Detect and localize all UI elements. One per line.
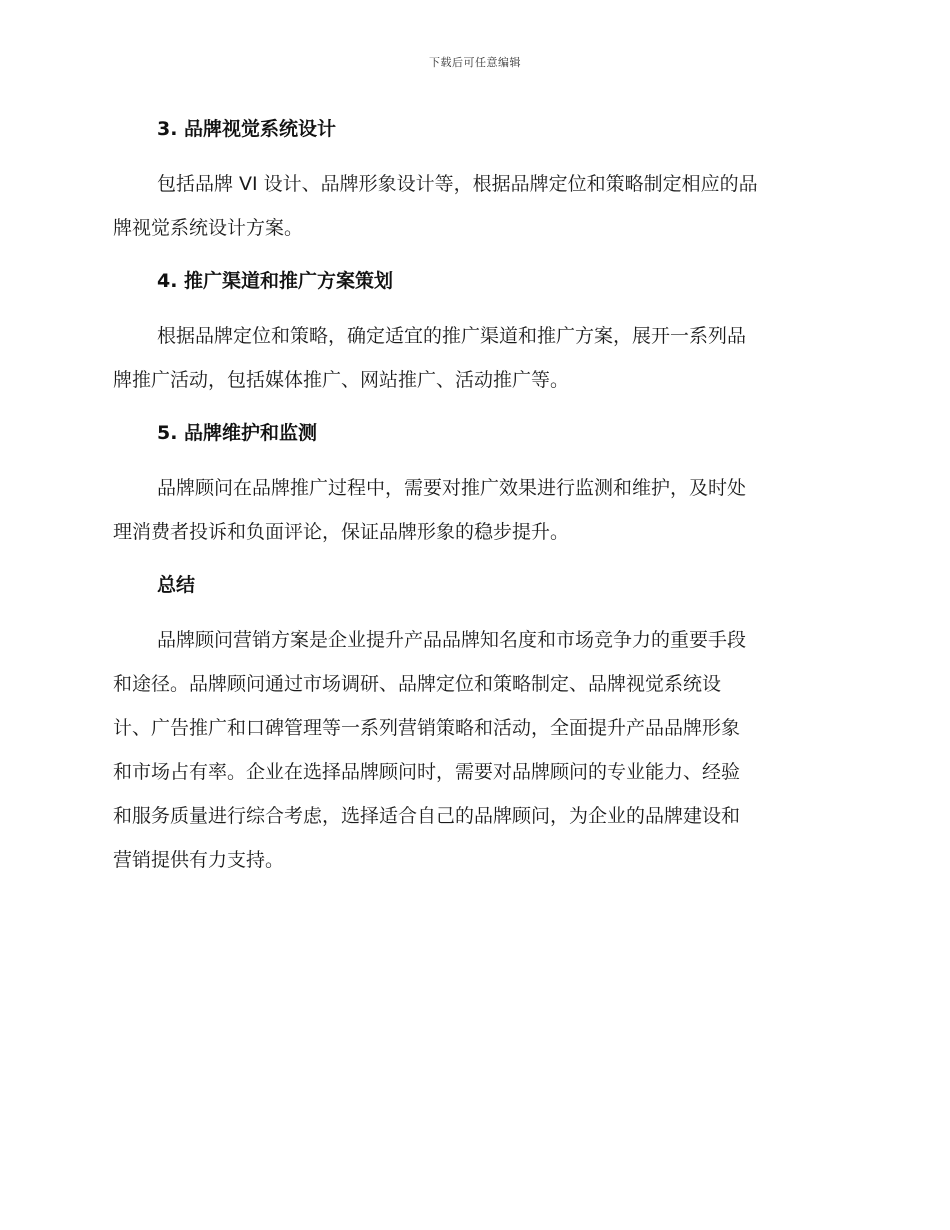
paragraph-line: 计、广告推广和口碑管理等一系列营销策略和活动，全面提升产品品牌形象 (113, 717, 741, 739)
paragraph-line: 和途径。品牌顾问通过市场调研、品牌定位和策略制定、品牌视觉系统设 (113, 673, 722, 695)
paragraph-line: 牌视觉系统设计方案。 (113, 217, 304, 239)
section-heading-summary: 总结 (157, 574, 196, 596)
section-heading-visual-system: 3. 品牌视觉系统设计 (157, 118, 337, 140)
paragraph-line: 牌推广活动，包括媒体推广、网站推广、活动推广等。 (113, 369, 570, 391)
section-paragraph-brand-maintenance (113, 466, 838, 554)
section-paragraph-visual-system (113, 162, 838, 250)
paragraph-line: 和市场占有率。企业在选择品牌顾问时，需要对品牌顾问的专业能力、经验 (113, 761, 741, 783)
paragraph-line: 根据品牌定位和策略，确定适宜的推广渠道和推广方案，展开一系列品 (157, 325, 747, 347)
paragraph-line: 营销提供有力支持。 (113, 849, 285, 871)
section-heading-promotion-channels: 4. 推广渠道和推广方案策划 (157, 270, 394, 292)
paragraph-line: 包括品牌 VI 设计、品牌形象设计等，根据品牌定位和策略制定相应的品 (157, 173, 758, 195)
section-paragraph-summary (113, 618, 838, 882)
section-heading-brand-maintenance: 5. 品牌维护和监测 (157, 422, 318, 444)
page-header-note: 下载后可任意编辑 (429, 56, 521, 69)
section-paragraph-promotion-channels (113, 314, 838, 402)
paragraph-line: 品牌顾问在品牌推广过程中，需要对推广效果进行监测和维护，及时处 (157, 477, 747, 499)
document-body (113, 110, 838, 882)
paragraph-line: 品牌顾问营销方案是企业提升产品品牌知名度和市场竞争力的重要手段 (157, 629, 747, 651)
paragraph-line: 理消费者投诉和负面评论，保证品牌形象的稳步提升。 (113, 521, 570, 543)
paragraph-line: 和服务质量进行综合考虑，选择适合自己的品牌顾问，为企业的品牌建设和 (113, 805, 741, 827)
